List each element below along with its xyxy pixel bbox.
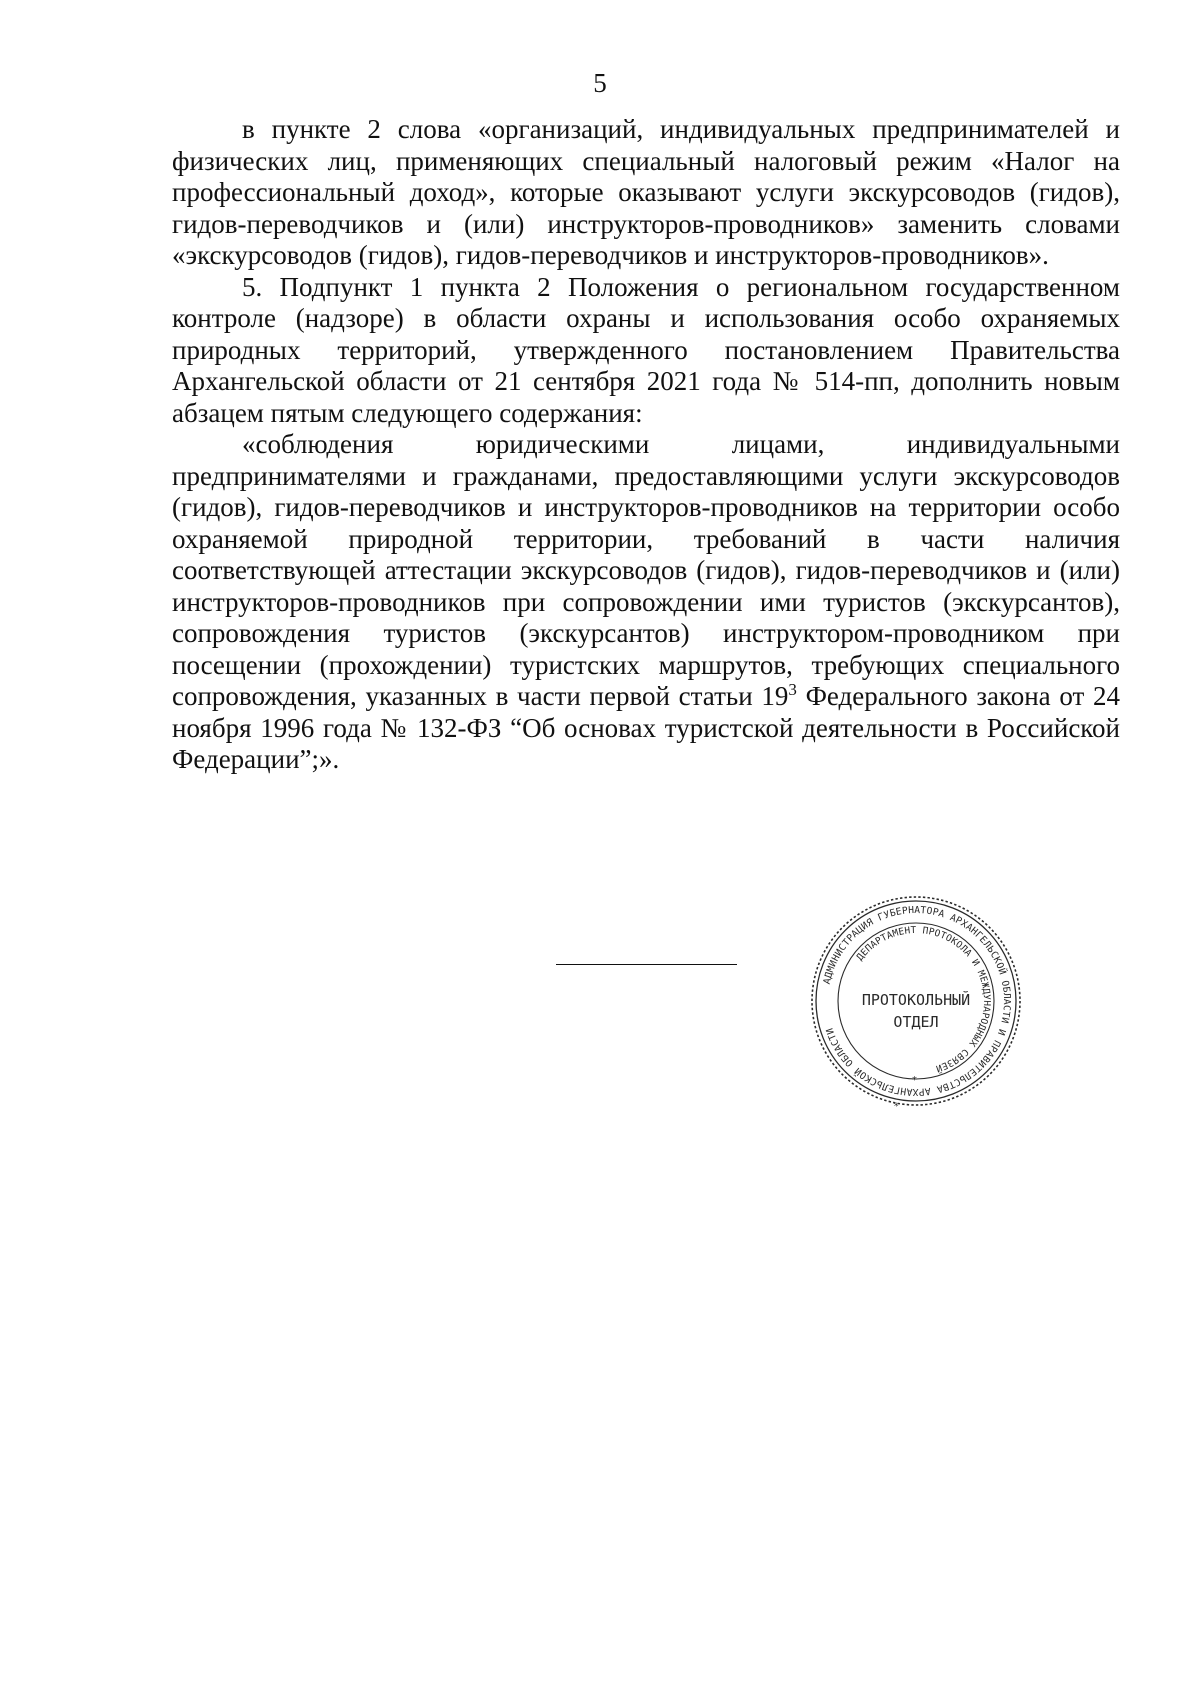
quoted-text-tail: Федерального закона от 24 ноября 1996 года № 132-ФЗ “Об основах туристской деятельности в Российской Федерации”;». bbox=[172, 681, 1121, 774]
paragraph-amendment-point-2: в пункте 2 слова «организаций, индивидуальных предпринимателей и физических лиц, применяющих специальный налоговый режим «Налог на профессиональный доход», которые оказывают услуги экскурсоводов (гидов), гидов-переводчиков и (или) инструкторов-проводников» заменить словами «экскурсоводов (гидов), гидов-переводчиков и инструкторов-проводников». bbox=[172, 114, 1120, 270]
article-superscript: 3 bbox=[788, 680, 797, 699]
star-icon: * bbox=[894, 1102, 899, 1109]
quoted-text-main: «соблюдения юридическими лицами, индивидуальными предпринимателями и гражданами, предоставляющими услуги экскурсоводов (гидов), гидов-переводчиков и инструкторов-проводников на территории особо охраняемой природной территории, требований в части наличия соответствующей аттестации экскурсоводов (гидов), гидов-переводчиков и (или) инструкторов-проводников при сопровождении ими туристов (экскурсантов), сопровождения туристов (экскурсантов) инструктором-проводником при посещении (прохождении) туристских маршрутов, требующих специального сопровождения, указанных в части первой статьи 19 bbox=[172, 429, 1120, 711]
page-number: 5 bbox=[593, 68, 607, 98]
paragraph-item-5: 5. Подпункт 1 пункта 2 Положения о региональном государственном контроле (надзоре) в области охраны и использования особо охраняемых природных территорий, утвержденного постановлением Правительства Архангельской области от 21 сентября 2021 года № 514-пп, дополнить новым абзацем пятым следующего содержания: bbox=[172, 271, 1120, 428]
seal-outer-path: АДМИНИСТРАЦИЯ ГУБЕРНАТОРА АРХАНГЕЛЬСКОЙ ОБЛАСТИ И ПРАВИТЕЛЬСТВА АРХАНГЕЛЬСКОЙ ОБЛАСТИ bbox=[821, 904, 1013, 1098]
paragraph-quoted-text bbox=[172, 429, 1120, 776]
seal-inner-path: ДЕПАРТАМЕНТ ПРОТОКОЛА И МЕЖДУНАРОДНЫХ СВЯЗЕЙ bbox=[854, 924, 993, 1074]
signature-line bbox=[556, 964, 737, 965]
document-body bbox=[172, 114, 1120, 776]
seal-center-line1: ПРОТОКОЛЬНЫЙ bbox=[861, 991, 971, 1009]
protocol-department-seal bbox=[808, 893, 1024, 1109]
star-icon: * bbox=[912, 1075, 917, 1086]
seal-center-line2: ОТДЕЛ bbox=[893, 1013, 939, 1031]
